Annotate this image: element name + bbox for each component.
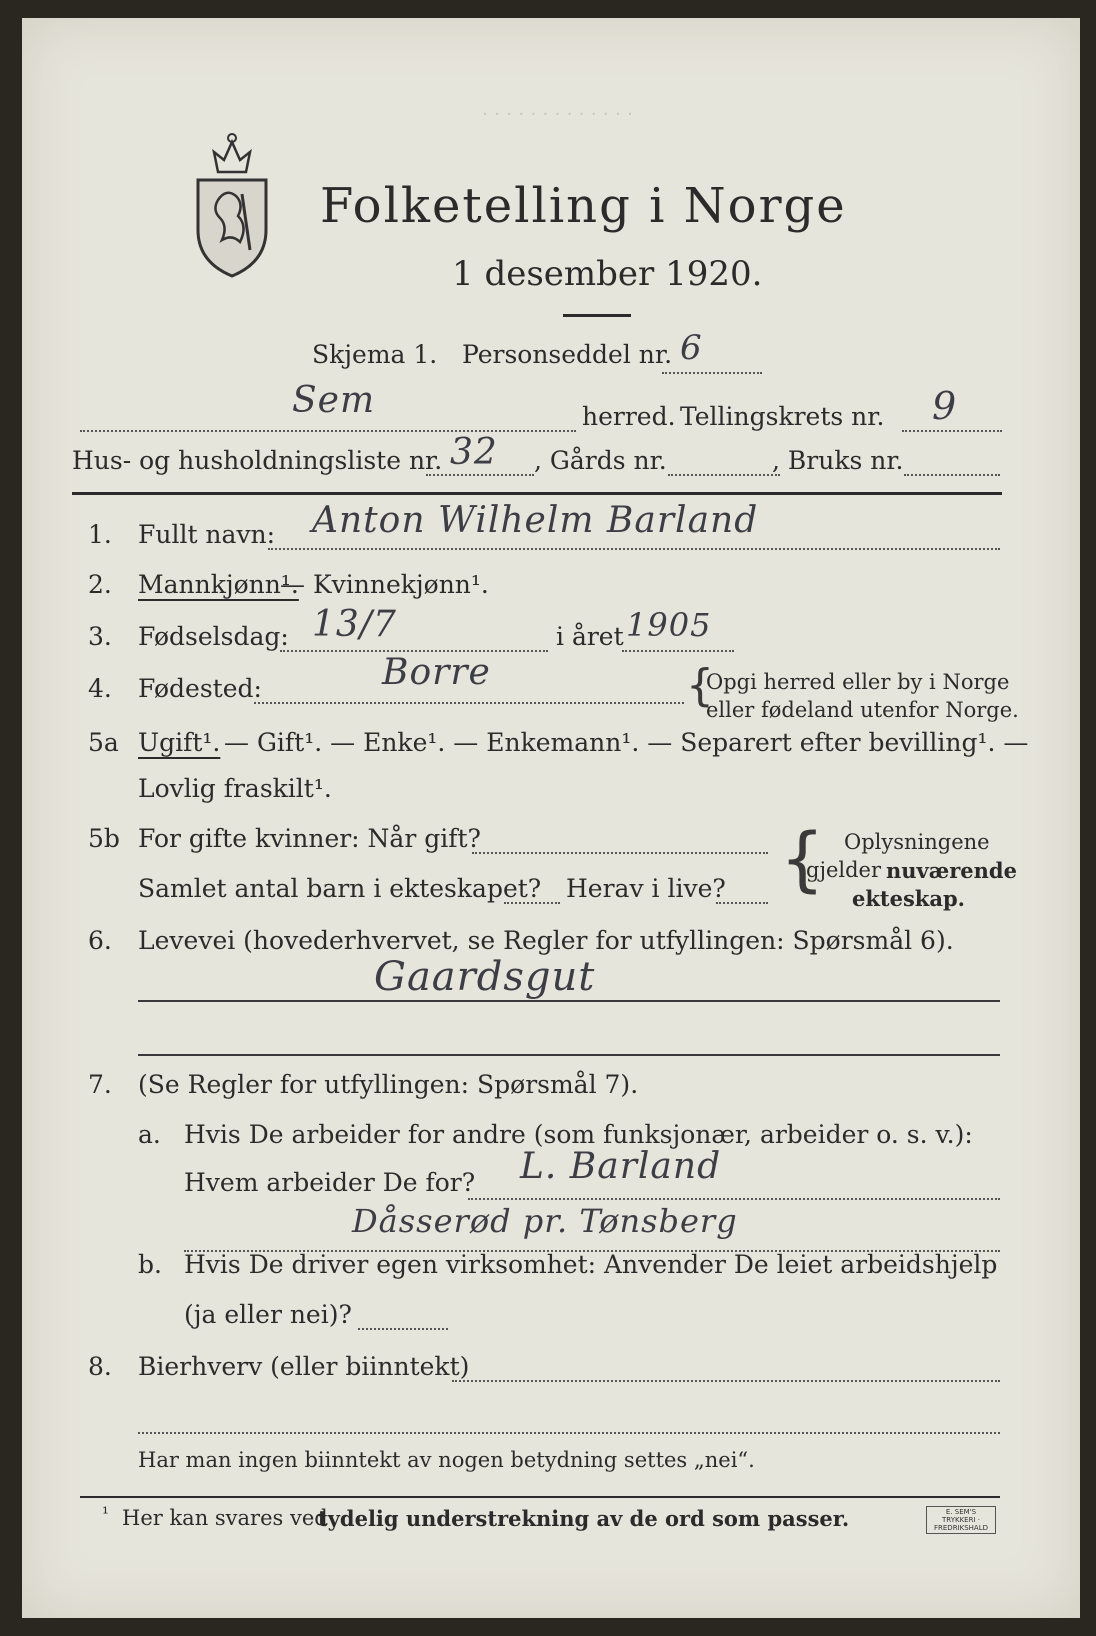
census-date: 1 desember 1920. [452, 254, 763, 294]
husholdning-value: 32 [450, 432, 498, 473]
q3-label: Fødselsdag: [138, 622, 289, 651]
husholdning-line [426, 474, 534, 476]
gards-line [668, 474, 780, 476]
q7a-label2: Hvem arbeider De for? [184, 1168, 476, 1197]
q5b-note-line3: ekteskap. [852, 886, 965, 911]
q5a-ugift: Ugift¹. [138, 728, 221, 757]
q6-occupation: Gaardsgut [374, 954, 596, 1000]
personseddel-value: 6 [680, 328, 703, 368]
q4-number: 4. [88, 674, 112, 703]
skjema-label: Skjema 1. [312, 340, 438, 369]
footnote-divider [80, 1496, 1000, 1498]
q3-birth-year: 1905 [626, 606, 712, 644]
tellingskrets-label: Tellingskrets nr. [680, 402, 885, 431]
coat-of-arms-icon [192, 130, 272, 280]
q8-line1 [452, 1380, 1000, 1382]
q1-number: 1. [88, 520, 112, 549]
q6-line2 [138, 1054, 1000, 1056]
footnote-text-b: tydelig understrekning av de ord som passer. [318, 1506, 850, 1531]
personseddel-line [662, 372, 762, 374]
q4-note-line1: Opgi herred eller by i Norge [706, 670, 1010, 694]
q7a-letter: a. [138, 1120, 161, 1149]
footnote-text-a: Her kan svares ved [122, 1506, 328, 1530]
bruks-line [904, 474, 1000, 476]
q2-number: 2. [88, 570, 112, 599]
q5b-alive-line [716, 902, 768, 904]
title-rule [563, 314, 631, 317]
q4-note-line2: eller fødeland utenfor Norge. [706, 698, 1019, 722]
q7a-employer: L. Barland [520, 1146, 722, 1187]
q1-full-name: Anton Wilhelm Barland [312, 500, 759, 541]
q8-number: 8. [88, 1352, 112, 1381]
q8-line2 [138, 1432, 1000, 1434]
q4-brace: { [686, 660, 714, 711]
herred-line [80, 430, 576, 432]
q5b-brace: { [780, 818, 825, 900]
q7b-label2: (ja eller nei)? [184, 1300, 352, 1329]
q1-line [268, 548, 1000, 550]
q6-label: Levevei (hovederhvervet, se Regler for utfyllingen: Spørsmål 6). [138, 926, 954, 955]
printer-stamp: E. SEM'S TRYKKERI · FREDRIKSHALD [926, 1506, 996, 1534]
q7a-employer-address: Dåsserød pr. Tønsberg [352, 1202, 738, 1240]
bruks-label: , Bruks nr. [772, 446, 904, 475]
q5b-label-i-live: Herav i live? [566, 874, 726, 903]
bleed-through-text: . . . . . . . . . . . . . [482, 98, 633, 120]
q6-line1 [138, 1000, 1000, 1002]
q3-year-line [622, 650, 734, 652]
q6-number: 6. [88, 926, 112, 955]
q5a-number: 5a [88, 728, 119, 757]
q7b-letter: b. [138, 1250, 162, 1279]
q7a-line1 [468, 1198, 1000, 1200]
q7b-label1: Hvis De driver egen virksomhet: Anvender De leiet arbeidshjelp [184, 1250, 998, 1279]
q4-line [254, 702, 684, 704]
q4-birthplace: Borre [382, 652, 491, 693]
tellingskrets-line [902, 430, 1002, 432]
q3-year-label: i året [556, 622, 624, 651]
q5b-note-line2a: gjelder [806, 858, 882, 882]
census-form-sheet [22, 18, 1080, 1618]
personseddel-label: Personseddel nr. [462, 340, 673, 369]
herred-label: herred. [582, 402, 676, 431]
q5b-note-line1: Oplysningene [844, 830, 990, 854]
q3-birthday: 13/7 [312, 604, 397, 645]
biinntekt-note: Har man ingen biinntekt av nogen betydning settes „nei“. [138, 1448, 755, 1472]
q5a-lovlig-fraskilt: Lovlig fraskilt¹. [138, 774, 332, 803]
q5b-label-nar-gift: For gifte kvinner: Når gift? [138, 824, 481, 853]
q1-label: Fullt navn: [138, 520, 276, 549]
header-divider [72, 492, 1002, 495]
gards-label: , Gårds nr. [534, 446, 667, 475]
footnote-mark: ¹ [102, 1504, 109, 1524]
q7b-line [358, 1328, 448, 1330]
q5b-label-barn: Samlet antal barn i ekteskapet? [138, 874, 542, 903]
form-title: Folketelling i Norge [320, 178, 847, 234]
q5a-options: — Gift¹. — Enke¹. — Enkemann¹. — Separert efter bevilling¹. — [224, 728, 1029, 757]
q8-label: Bierhverv (eller biinntekt) [138, 1352, 470, 1381]
q5b-number: 5b [88, 824, 120, 853]
q5b-children-line [504, 902, 560, 904]
q5b-note-line2b: nuværende [886, 858, 1017, 883]
q7a-label1: Hvis De arbeider for andre (som funksjonær, arbeider o. s. v.): [184, 1120, 973, 1149]
q7-label: (Se Regler for utfyllingen: Spørsmål 7). [138, 1070, 639, 1099]
q7-number: 7. [88, 1070, 112, 1099]
q4-label: Fødested: [138, 674, 262, 703]
q2-mannkjonn: Mannkjønn¹. [138, 570, 299, 599]
q3-number: 3. [88, 622, 112, 651]
tellingskrets-value: 9 [932, 384, 958, 428]
husholdning-label: Hus- og husholdningsliste nr. [72, 446, 443, 475]
q5b-married-line [472, 852, 768, 854]
q2-kvinnekjonn: — Kvinnekjønn¹. [280, 570, 489, 599]
herred-value: Sem [292, 380, 376, 421]
